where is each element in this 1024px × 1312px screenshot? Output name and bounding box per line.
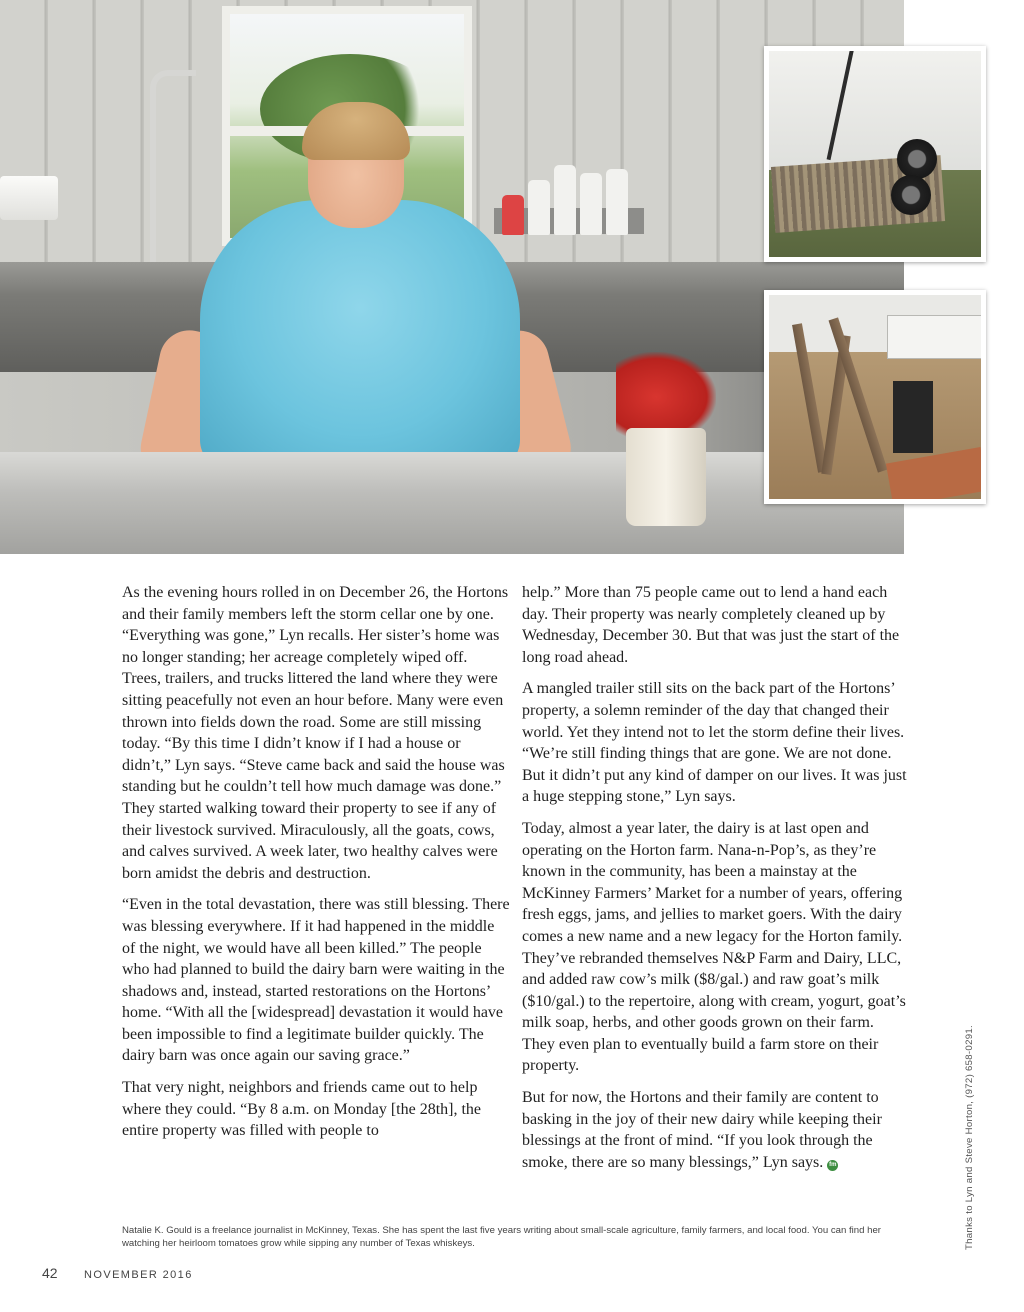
paragraph-final — [522, 1087, 910, 1173]
paragraph-text: But for now, the Hortons and their family are content to basking in the joy of their new dairy while keeping their blessings at the front of mind. “If you look through the smoke, there are so many blessings,” Lyn says. — [522, 1089, 882, 1171]
bottle — [554, 165, 576, 235]
photo-image — [769, 51, 981, 257]
issue-date: NOVEMBER 2016 — [84, 1269, 193, 1281]
paragraph: A mangled trailer still sits on the back part of the Hortons’ property, a solemn reminder of the day that changed their world. Yet they intend not to let the storm define their lives. “We’re still finding things that are gone. We are not done. But it didn’t put any kind of damper on our lives. It was just a huge stepping stone,” Lyn says. — [522, 680, 907, 806]
photo-black-bucket — [893, 381, 933, 453]
paragraph: As the evening hours rolled in on December 26, the Hortons and their family members left the storm cellar one by one. “Everything was gone,” Lyn recalls. Her sister’s home was no longer standing; her acreage completely wiped off. Trees, trailers, and trucks littered the land where they were sitting peacefully not even an hour before. Many were even thrown into fields down the road. Some are still missing today. “By this time I didn’t know if I had a house or didn’t,” Lyn says. “Steve came back and said the house was standing but he couldn’t tell how much damage was done.” They started walking toward their property to see if any of their livestock survived. Miraculously, all the goats, cows, and calves survived. A week later, two healthy calves were born amidst the debris and destruction. — [122, 584, 509, 882]
bottle — [580, 173, 602, 235]
bottle — [528, 180, 550, 235]
photo-horse-trailer — [887, 315, 981, 359]
paragraph: help.” More than 75 people came out to lend a hand each day. Their property was nearly completely cleaned up by Wednesday, December 30. But that was just the start of the long road ahead. — [522, 584, 900, 666]
paragraph: That very night, neighbors and friends came out to help where they could. “By 8 a.m. on Monday [the 28th], the entire property was filled with people to — [122, 1079, 482, 1140]
article-column-right — [522, 582, 910, 1183]
inset-photo-overturned-trailer — [764, 46, 986, 262]
photo-wheel — [897, 139, 937, 179]
paragraph: “Even in the total devastation, there was still blessing. There was blessing everywhere. If it had happened in the middle of the night, we would have all been killed.” The people who had planned to build the dairy barn were waiting in the shadows and, instead, started restorations on the Hortons’ home. “With all the [widespread] devastation it would have been impossible to find a legitimate builder quickly. The dairy barn was once again our saving grace.” — [122, 896, 510, 1065]
page-footer — [42, 1265, 193, 1283]
woman-blue-shirt — [200, 200, 520, 470]
article-column-left — [122, 582, 510, 1152]
paragraph: Today, almost a year later, the dairy is at last open and operating on the Horton farm. Nana-n-Pop’s, as they’re known in the community, has been a mainstay at the McKinney Farmers’ Market for a number of years, offering fresh eggs, jams, and jellies to market goers. With the dairy comes a new name and a new legacy for the Horton family. They’ve rebranded themselves N&P Farm and Dairy, LLC, and added raw cow’s milk ($8/gal.) and raw goat’s milk ($10/gal.) to the repertoire, along with cream, yogurt, goat’s milk soap, herbs, and other goods grown on their farm. They even plan to eventually build a farm store on their property. — [522, 819, 906, 1075]
photo-credit: Thanks to Lyn and Steve Horton, (972) 658-0291. — [964, 1025, 975, 1250]
end-of-story-mark: fm — [827, 1160, 838, 1171]
photo-sky — [769, 51, 981, 175]
spray-bottles — [494, 140, 644, 235]
author-bio: Natalie K. Gould is a freelance journalist in McKinney, Texas. She has spent the last five years writing about small-scale agriculture, family farmers, and local food. You can find her watching her heirloom tomatoes grow while sipping any number of Texas whiskeys. — [122, 1225, 882, 1249]
bottle — [502, 195, 524, 235]
paper-towel-roll — [0, 176, 58, 220]
photo-wheel — [891, 175, 931, 215]
page-number: 42 — [42, 1265, 58, 1281]
utensil-crock — [626, 428, 706, 526]
photo-image — [769, 295, 981, 499]
bottle — [606, 169, 628, 235]
inset-photo-debris — [764, 290, 986, 504]
